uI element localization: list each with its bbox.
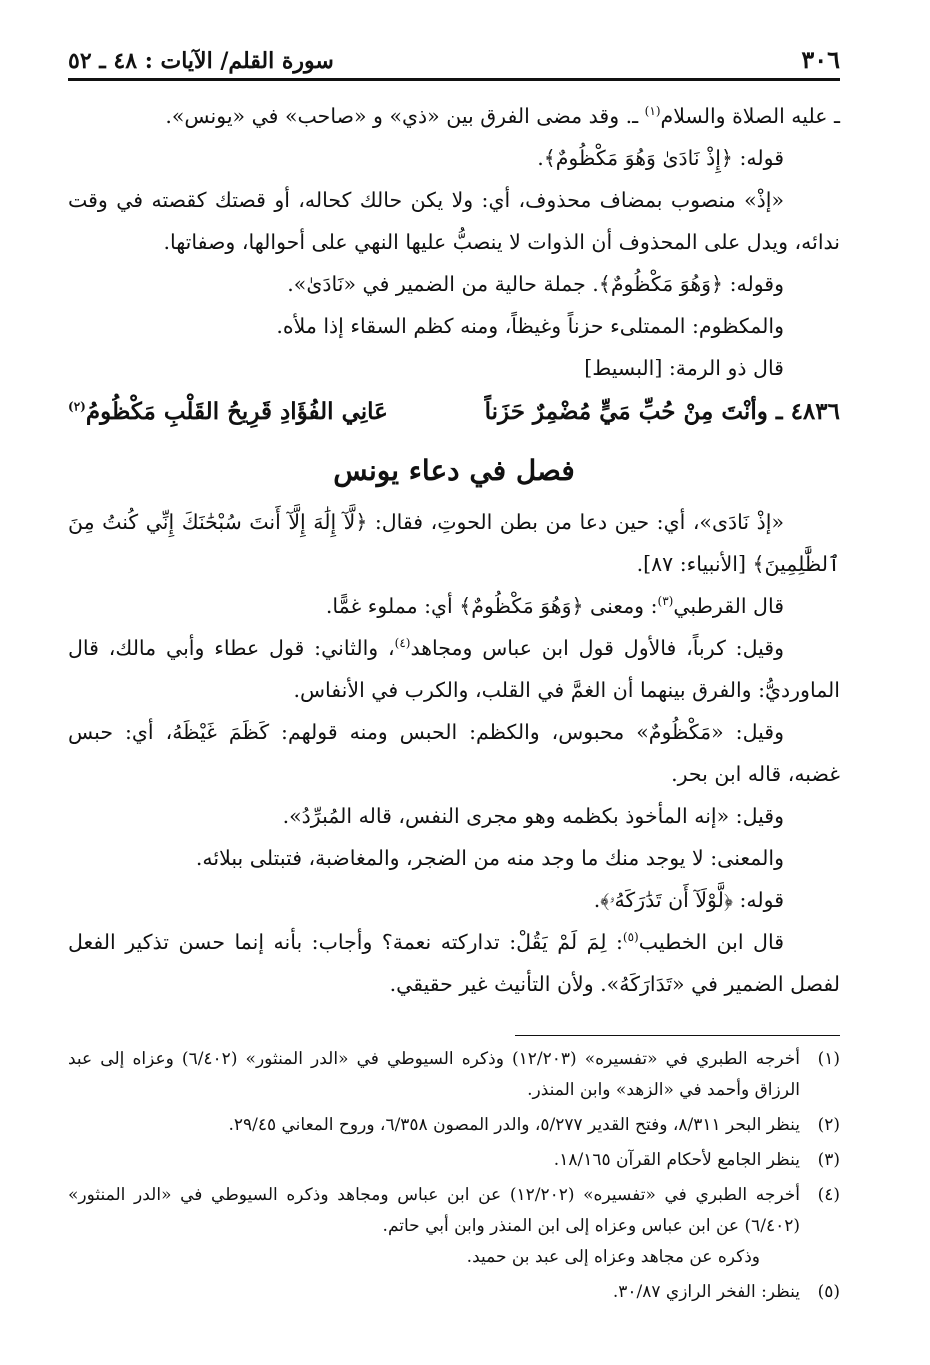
page-number: ٣٠٦ — [801, 45, 840, 74]
footnote-text — [68, 1180, 800, 1273]
footnote-text-continuation: وذكره عن مجاهد وعزاه إلى عبد بن حميد. — [466, 1247, 760, 1267]
footnote-ref: (٤) — [394, 636, 411, 651]
page-header — [68, 34, 840, 81]
verse-text: عَانِي الفُؤَادِ قَرِيحُ القَلْبِ مَكْظُومُ — [85, 398, 388, 425]
text: قال القرطبي — [673, 594, 784, 618]
paragraph — [68, 921, 840, 1005]
paragraph: «إذْ نَادَى»، أي: حين دعا من بطن الحوتِ، فقال: ﴿لَّآ إِلَٰهَ إِلَّآ أَنتَ سُبْحَٰنَكَ إِنِّي كُنتُ مِنَ ٱلظَّٰلِمِينَ﴾ [الأنبياء: ٨٧]. — [68, 510, 840, 576]
footnote-number: (٥) — [817, 1282, 840, 1302]
main-text — [68, 95, 840, 1005]
footnote — [68, 1277, 840, 1308]
footnote-number: (٣) — [817, 1150, 840, 1170]
footnote — [68, 1145, 840, 1176]
footnote-ref: (٣) — [657, 594, 674, 609]
footnote-text-main: أخرجه الطبري في «تفسيره» (١٢/٢٠٢) عن ابن عباس ومجاهد وذكره السيوطي في «الدر المنثور» (٦/٤٠٢) عن ابن عباس وعزاه إلى ابن المنذر وابن أبي حاتم. — [68, 1185, 800, 1236]
paragraph: والمكظوم: الممتلىء حزناً وغيظاً، ومنه كظم السقاء إذا ملأه. — [276, 314, 784, 338]
footnote-text: أخرجه الطبري في «تفسيره» (١٢/٢٠٣) وذكره السيوطي في «الدر المنثور» (٦/٤٠٢) وعزاه إلى عبد الرزاق وأحمد في «الزهد» وابن المنذر. — [68, 1049, 800, 1100]
poetry-verse — [68, 391, 840, 433]
footnote-number: (٤) — [817, 1185, 840, 1205]
footnote-number: (٢) — [817, 1115, 840, 1135]
paragraph — [68, 627, 840, 711]
paragraph: قال ذو الرمة: [البسيط] — [584, 356, 784, 380]
footnote — [68, 1044, 840, 1106]
paragraph: وقوله: ﴿وَهُوَ مَكْظُومٌ﴾. جملة حالية من الضمير في «نَادَىٰ». — [287, 272, 784, 296]
paragraph: قوله: ﴿لَّوْلَآ أَن تَدَٰرَكَهُۥ﴾. — [593, 888, 784, 912]
running-title: سورة القلم/ الآيات : ٤٨ ـ ٥٢ — [68, 48, 334, 74]
footnote-text: ينظر: الفخر الرازي ٣٠/٨٧. — [612, 1282, 800, 1302]
footnote-ref: (٥) — [622, 930, 639, 945]
text: ـ عليه الصلاة والسلام — [660, 104, 840, 128]
paragraph: وقيل: «إنه المأخوذ بكظمه وهو مجرى النفس، قاله المُبرِّدُ». — [282, 804, 784, 828]
text: : لِمَ لَمْ يَقُلْ: تداركته نعمة؟ وأجاب: بأنه إنما حسن تذكير الفعل لفصل الضمير في «تَدَارَكَهُ». ولأن التأنيث غير حقيقي. — [68, 930, 840, 996]
paragraph — [68, 95, 840, 137]
paragraph — [68, 585, 840, 627]
text: : ومعنى ﴿وَهُوَ مَكْظُومٌ﴾ أي: مملوء غمًّا. — [325, 594, 658, 618]
paragraph: وقيل: «مَكْظُومٌ» محبوس، والكظم: الحبس ومنه قولهم: كَظَمَ غَيْظَهُ، أي: حبس غضبه، قاله ابن بحر. — [68, 720, 840, 786]
footnotes — [68, 1044, 840, 1308]
paragraph: قوله: ﴿إِذْ نَادَىٰ وَهُوَ مَكْظُومٌ﴾. — [537, 146, 784, 170]
footnote-ref: (٢) — [68, 399, 86, 414]
page — [68, 34, 840, 1312]
footnote — [68, 1180, 840, 1273]
footnote-ref: (١) — [644, 104, 661, 119]
footnote-text: ينظر البحر ٨/٣١١، وفتح القدير ٥/٢٧٧، والدر المصون ٦/٣٥٨، وروح المعاني ٢٩/٤٥. — [228, 1115, 800, 1135]
verse-first-hemistich: ٤٨٣٦ ـ وأنْتَ مِنْ حُبِّ مَيٍّ مُضْمِرٌ حَزَناً — [484, 398, 840, 425]
footnote-text: ينظر الجامع لأحكام القرآن ١٨/١٦٥. — [553, 1150, 800, 1170]
text: ، والثاني: قول عطاء وأبي مالك، قال الماورديُّ: والفرق بينهما أن الغمَّ في القلب، والكرب في الأنفاس. — [68, 636, 840, 702]
text: ـ. وقد مضى الفرق بين «ذي» و «صاحب» في «يونس». — [165, 104, 645, 128]
paragraph: «إذْ» منصوب بمضاف محذوف، أي: ولا يكن حالك كحاله، أو قصتك كقصته في وقت ندائه، ويدل على المحذوف أن الذوات لا ينصبُّ عليها النهي على أحوالها، وصفاتها. — [68, 188, 840, 254]
text: وقيل: كرباً، فالأول قول ابن عباس ومجاهد — [410, 636, 784, 660]
footnote-separator — [515, 1035, 840, 1036]
text: قال ابن الخطيب — [638, 930, 784, 954]
section-heading: فصل في دعاء يونس — [333, 454, 575, 487]
footnote-number: (١) — [817, 1049, 840, 1069]
paragraph: والمعنى: لا يوجد منك ما وجد منه من الضجر، والمغاضبة، فتبتلى ببلائه. — [195, 846, 784, 870]
footnote — [68, 1110, 840, 1141]
verse-second-hemistich — [68, 391, 388, 433]
